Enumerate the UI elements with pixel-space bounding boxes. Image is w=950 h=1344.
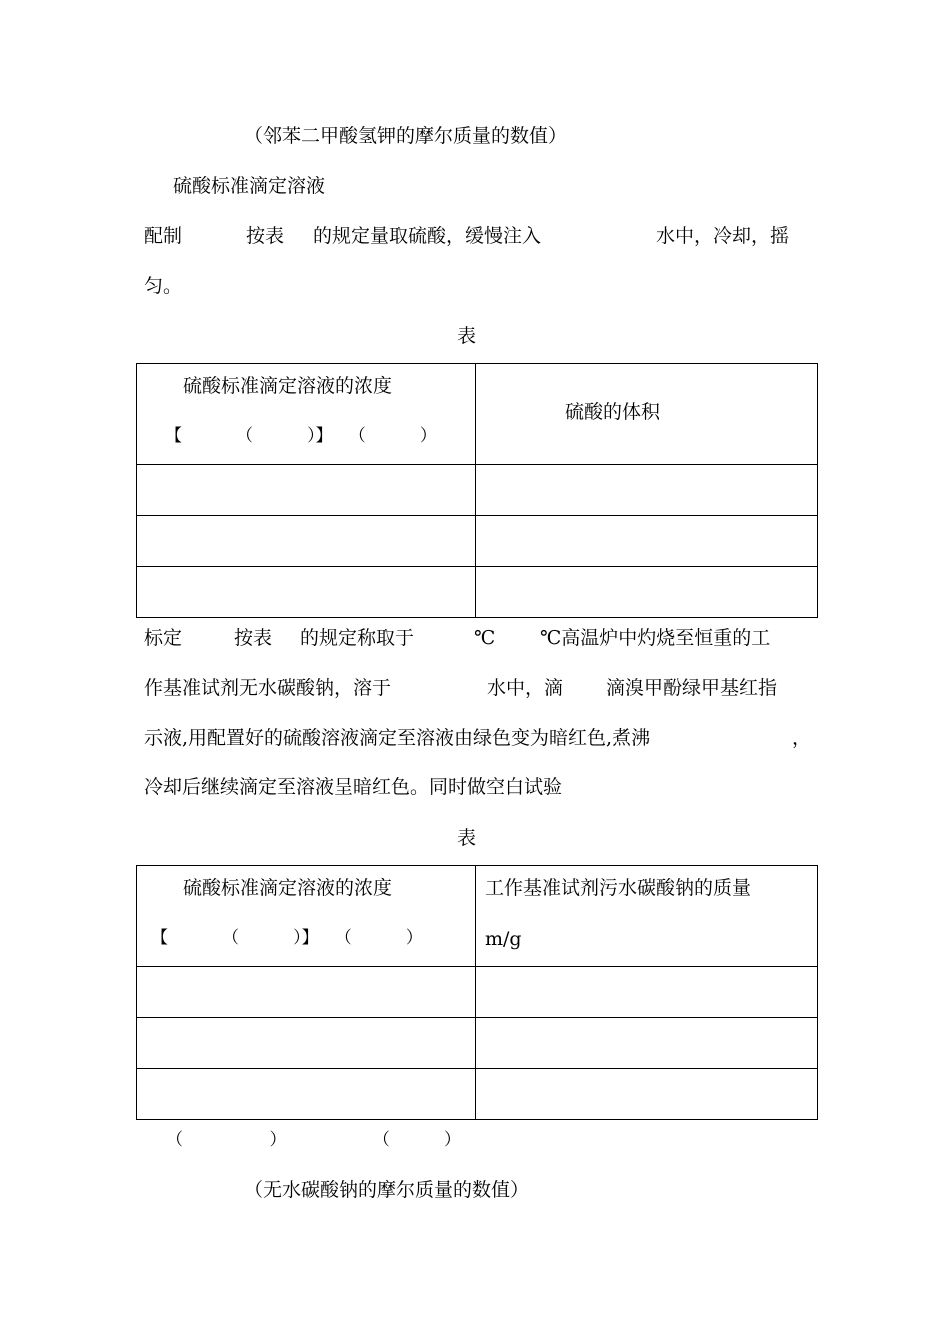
table1-header-concentration-label: 硫酸标准滴定溶液的浓度 bbox=[183, 375, 393, 397]
calib-line3-a: 示液,用配置好的硫酸溶液滴定至溶液由绿色变为暗红色,煮沸 bbox=[144, 727, 651, 749]
table1-cell bbox=[476, 567, 818, 618]
table-row bbox=[137, 1018, 818, 1069]
table1-header-concentration-unit: 【 （ ）】 （ ） bbox=[165, 426, 437, 446]
table1-header-concentration bbox=[137, 364, 476, 465]
calib-label: 标定 bbox=[144, 627, 183, 649]
calib-text-3: ℃高温炉中灼烧至恒重的工 bbox=[540, 627, 771, 649]
khp-molar-mass-note: （邻苯二甲酸氢钾的摩尔质量的数值） bbox=[244, 125, 568, 147]
calib-line2-a: 作基准试剂无水碳酸钠，溶于 bbox=[144, 677, 392, 699]
table-row bbox=[137, 465, 818, 516]
prep-text-3: 水中，冷却，摇 bbox=[656, 225, 790, 247]
table2-cell bbox=[137, 1018, 476, 1069]
formula-parentheses: （ ） （ ） bbox=[166, 1130, 461, 1150]
table1-header-volume-label: 硫酸的体积 bbox=[565, 401, 661, 423]
table2-cell bbox=[476, 1069, 818, 1120]
table1-caption: 表 bbox=[457, 325, 477, 347]
table-row bbox=[137, 967, 818, 1018]
table1-cell bbox=[137, 567, 476, 618]
table-row bbox=[137, 516, 818, 567]
table2-header-concentration bbox=[137, 866, 476, 967]
table2-header-mass bbox=[476, 866, 818, 967]
calib-text-2: 的规定称取于 bbox=[300, 627, 415, 649]
table2-cell bbox=[476, 967, 818, 1018]
table2-caption: 表 bbox=[457, 827, 477, 849]
section-title: 硫酸标准滴定溶液 bbox=[173, 175, 326, 197]
table2-header-concentration-unit: 【 （ ）】 （ ） bbox=[151, 928, 423, 948]
calib-degree-1: ℃ bbox=[474, 627, 496, 649]
table2 bbox=[136, 865, 818, 1120]
table2-cell bbox=[476, 1018, 818, 1069]
prep-text-1: 按表 bbox=[246, 225, 285, 247]
prep-label: 配制 bbox=[144, 225, 183, 247]
table1 bbox=[136, 363, 818, 618]
table1-cell bbox=[137, 465, 476, 516]
table1-header-row bbox=[137, 364, 818, 465]
table2-cell bbox=[137, 1069, 476, 1120]
table2-header-mass-label: 工作基准试剂污水碳酸钠的质量 bbox=[485, 877, 752, 899]
calib-line3-b: ， bbox=[792, 727, 812, 749]
calib-text-1: 按表 bbox=[234, 627, 273, 649]
table1-cell bbox=[137, 516, 476, 567]
table-row bbox=[137, 567, 818, 618]
table1-header-volume bbox=[476, 364, 818, 465]
table1-cell bbox=[476, 516, 818, 567]
table2-header-row bbox=[137, 866, 818, 967]
prep-text-4: 匀。 bbox=[144, 275, 183, 297]
prep-text-2: 的规定量取硫酸，缓慢注入 bbox=[313, 225, 542, 247]
table-row bbox=[137, 1069, 818, 1120]
table2-header-concentration-label: 硫酸标准滴定溶液的浓度 bbox=[183, 877, 393, 899]
calib-line2-c: 滴溴甲酚绿甲基红指 bbox=[606, 677, 778, 699]
table2-cell bbox=[137, 967, 476, 1018]
table2-header-mass-unit: m/g bbox=[485, 928, 522, 950]
calib-line4: 冷却后继续滴定至溶液呈暗红色。同时做空白试验 bbox=[144, 776, 563, 798]
table1-cell bbox=[476, 465, 818, 516]
na2co3-molar-mass-note: （无水碳酸钠的摩尔质量的数值） bbox=[244, 1179, 530, 1201]
calib-line2-b: 水中，滴 bbox=[487, 677, 564, 699]
